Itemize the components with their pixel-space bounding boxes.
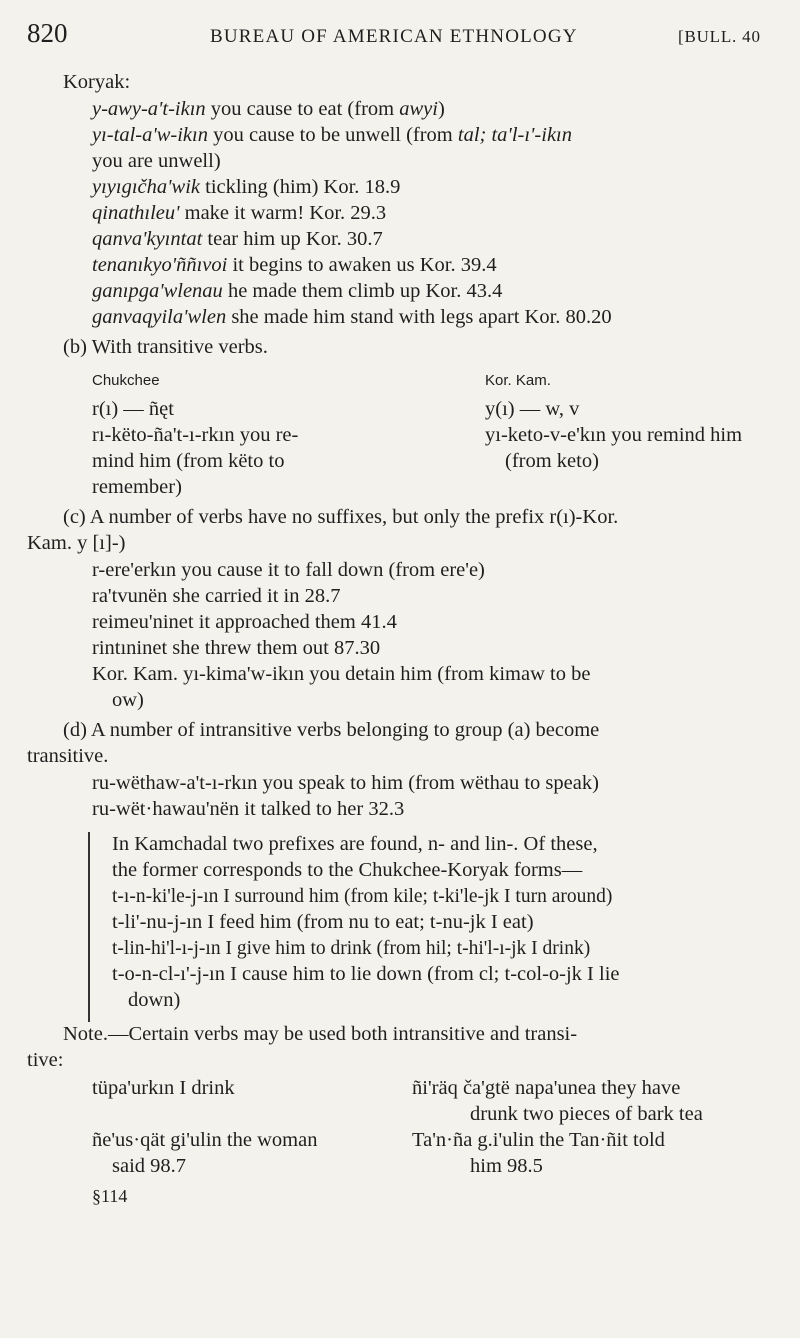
section-mark: §114 xyxy=(92,1186,128,1206)
korkam-line: (from keto) xyxy=(505,450,599,472)
chukchee-line: rı-këto-ña't-ı-rkın you re- xyxy=(92,424,299,446)
example-line: tenanıkyo'ññıvoi it begins to awaken us Kor. 39.4 xyxy=(92,254,497,276)
section-c-line: ow) xyxy=(112,689,144,711)
example-line: ganıpga'wlenau he made them climb up Kor. 43.4 xyxy=(92,280,503,302)
section-d-line: (d) A number of intransitive verbs belonging to group (a) become xyxy=(63,719,600,741)
example-line: ganvaqyila'wlen she made him stand with legs apart Kor. 80.20 xyxy=(92,306,612,328)
side-rule xyxy=(88,832,90,1022)
note-pair: said 98.7 xyxy=(112,1155,187,1177)
kamchadal-line: t-ı-n-ki'le-j-ın I surround him (from kile; t-ki'le-jk I turn around) xyxy=(112,886,613,907)
running-title: BUREAU OF AMERICAN ETHNOLOGY xyxy=(210,26,578,47)
section-b-heading: (b) With transitive verbs. xyxy=(63,336,268,358)
note-pair: tüpa'urkın I drink xyxy=(92,1077,235,1099)
note-pair: ñi'räq ča'gtë napa'unea they have xyxy=(412,1077,681,1099)
example-line: you are unwell) xyxy=(92,150,221,172)
note-pair: drunk two pieces of bark tea xyxy=(470,1103,703,1125)
kamchadal-line: down) xyxy=(128,989,181,1011)
section-c-line: Kam. y [ı]-) xyxy=(27,532,126,554)
chukchee-line: remember) xyxy=(92,476,182,498)
page-header xyxy=(0,18,800,58)
column-head-korkam: Kor. Kam. xyxy=(485,372,551,389)
kamchadal-line: t-li'-nu-j-ın I feed him (from nu to eat; t-nu-jk I eat) xyxy=(112,911,534,933)
note-line: Note.—Certain verbs may be used both intransitive and transi- xyxy=(63,1023,578,1045)
korkam-line: yı-keto-v-e'kın you remind him xyxy=(485,424,743,446)
note-pair: him 98.5 xyxy=(470,1155,543,1177)
example-line: y-awy-a't-ikın you cause to eat (from awyi) xyxy=(92,98,445,120)
example-line: qinathıleu' make it warm! Kor. 29.3 xyxy=(92,202,387,224)
note-pair: ñe'us·qät gi'ulin the woman xyxy=(92,1129,318,1151)
section-c-line: r-ere'erkın you cause it to fall down (from ere'e) xyxy=(92,559,485,581)
note-pair: Ta'n·ña g.i'ulin the Tan·ñit told xyxy=(412,1129,665,1151)
section-c-line: reimeu'ninet it approached them 41.4 xyxy=(92,611,397,633)
chukchee-line: mind him (from këto to xyxy=(92,450,285,472)
section-d-line: transitive. xyxy=(27,745,109,767)
example-line: yı-tal-a'w-ikın you cause to be unwell (from tal; ta'l-ı'-ikın xyxy=(92,124,572,146)
kamchadal-line: In Kamchadal two prefixes are found, n- and lin-. Of these, xyxy=(112,833,598,855)
section-d-line: ru-wëthaw-a't-ı-rkın you speak to him (from wëthau to speak) xyxy=(92,772,599,794)
koryak-label: Koryak: xyxy=(63,71,131,93)
section-c-line: ra'tvunën she carried it in 28.7 xyxy=(92,585,341,607)
section-c-line: Kor. Kam. yı-kima'w-ikın you detain him (from kimaw to be xyxy=(92,663,591,685)
column-head-chukchee: Chukchee xyxy=(92,372,160,389)
section-c-line: (c) A number of verbs have no suffixes, but only the prefix r(ı)-Kor. xyxy=(63,506,619,528)
note-line: tive: xyxy=(27,1049,64,1071)
section-c-line: rintıninet she threw them out 87.30 xyxy=(92,637,381,659)
section-d-line: ru-wët·hawau'nën it talked to her 32.3 xyxy=(92,798,405,820)
bulletin-ref: [BULL. 40 xyxy=(678,27,761,46)
kamchadal-line: t-lin-hi'l-ı-j-ın I give him to drink (from hil; t-hi'l-ı-jk I drink) xyxy=(112,938,591,959)
example-line: qanva'kyıntat tear him up Kor. 30.7 xyxy=(92,228,383,250)
kamchadal-line: t-o-n-cl-ı'-j-ın I cause him to lie down (from cl; t-col-o-jk I lie xyxy=(112,963,620,985)
kamchadal-line: the former corresponds to the Chukchee-Koryak forms— xyxy=(112,859,583,881)
example-line: yıyıgıčha'wik tickling (him) Kor. 18.9 xyxy=(92,176,401,198)
korkam-line: y(ı) — w, v xyxy=(485,398,580,420)
chukchee-line: r(ı) — ñęt xyxy=(92,398,174,420)
page-number: 820 xyxy=(27,18,68,48)
